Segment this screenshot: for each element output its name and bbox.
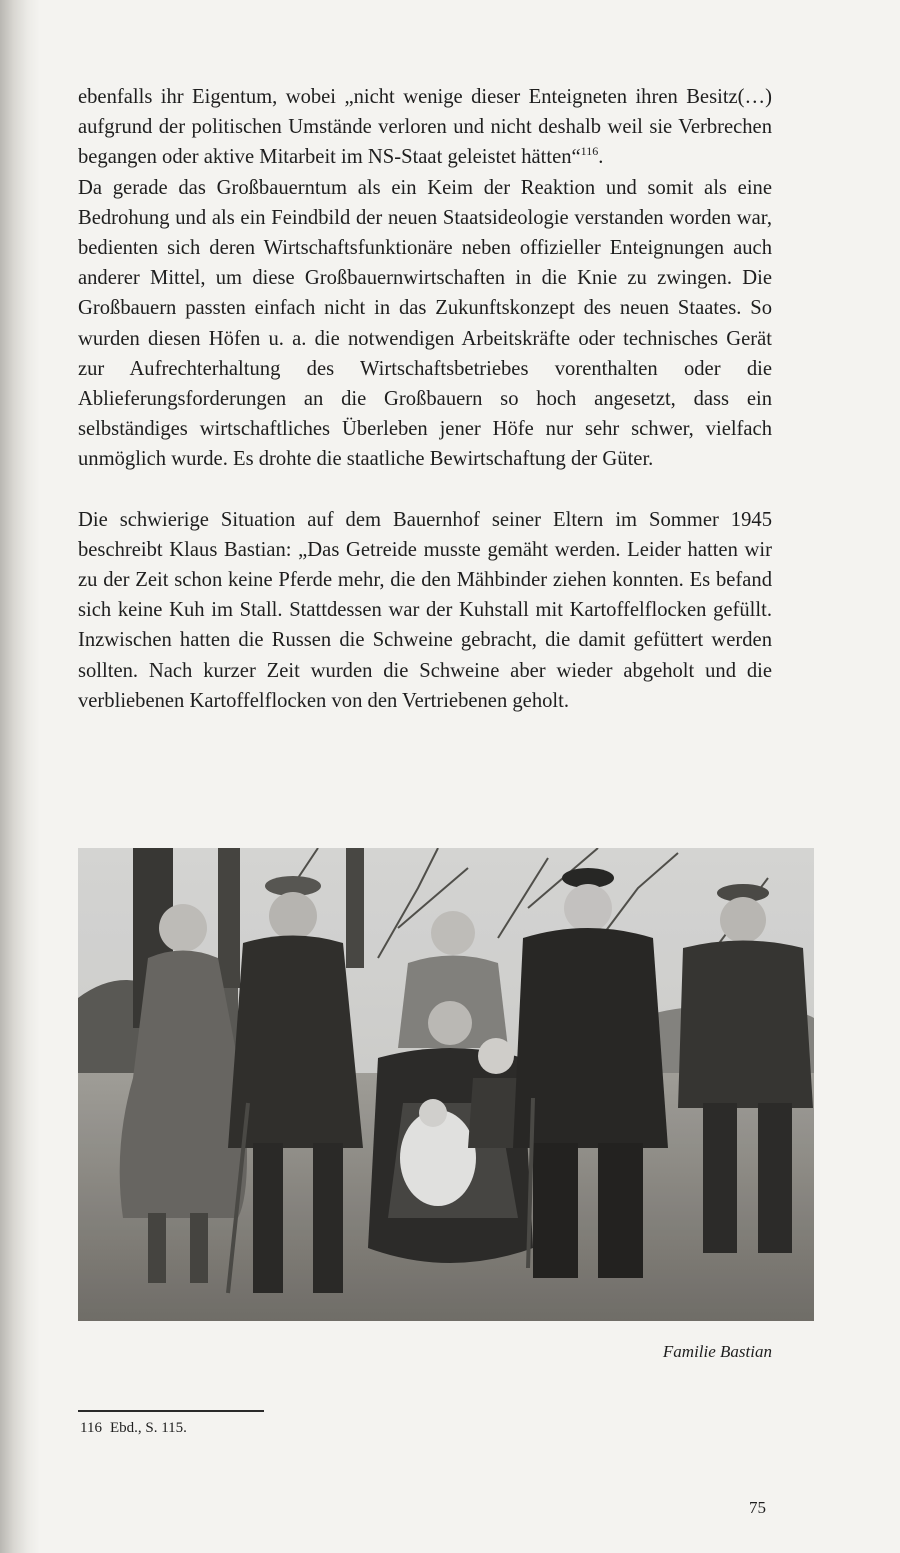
paragraph-2: Da gerade das Großbauerntum als ein Keim der Reaktion und somit als eine Bedrohung und als ein Feindbild der neuen Staatsideologie verstanden worden war, bedienten sich deren Wirtschaftsfunktionäre neben offizieller Enteignungen auch anderer Mittel, um diese Großbauernwirtschaften in die Knie zu zwingen. Die Großbauern passten einfach nicht in das Zukunftskonzept des neuen Staates. So wurden diesen Höfen u. a. die notwendigen Arbeitskräfte oder technisches Gerät zur Aufrechterhaltung des Wirtschaftsbetriebes vorenthalten oder die Ablieferungsforderungen an die Großbauern so hoch angesetzt, dass ein selbständiges wirtschaftliches Überleben jener Höfe nur sehr schwer, vielfach unmöglich wurde. Es drohte die staatliche Bewirtschaftung der Güter. bbox=[78, 176, 772, 471]
page-gutter-shadow bbox=[0, 0, 40, 1553]
page-number: 75 bbox=[749, 1498, 766, 1517]
footnote-rule bbox=[78, 1410, 264, 1412]
footnote-116 bbox=[80, 1420, 187, 1437]
text-column bbox=[78, 82, 772, 716]
footnote-number: 116 bbox=[80, 1420, 102, 1436]
footnote-ref-116[interactable]: 116 bbox=[580, 144, 599, 159]
paragraph-gap bbox=[78, 475, 772, 505]
paragraph-1-end: . bbox=[598, 146, 604, 169]
paragraph-1 bbox=[78, 82, 772, 173]
paragraph-3: Die schwierige Situation auf dem Bauernhof seiner Eltern im Sommer 1945 beschreibt Klaus Bastian: „Das Getreide musste gemäht werden. Leider hatten wir zu der Zeit schon keine Pferde mehr, die den Mähbinder ziehen konnten. Es befand sich keine Kuh im Stall. Stattdessen war der Kuhstall mit Kartoffelflocken gefüllt. Inzwischen hatten die Russen die Schweine gebracht, die damit gefüttert werden sollten. Nach kurzer Zeit wurden die Schweine aber wieder abgeholt und die verbliebenen Kartoffelflocken von den Vertriebenen geholt. bbox=[78, 508, 772, 712]
footnote-text: Ebd., S. 115. bbox=[109, 1420, 187, 1436]
paragraph-1-text: ebenfalls ihr Eigentum, wobei „nicht wenige dieser Enteigneten ihren Besitz(…) aufgrund der politischen Umstände verloren und nicht deshalb weil sie Verbrechen begangen oder aktive Mitarbeit im NS-Staat geleistet hätten“ bbox=[78, 86, 772, 169]
figure-caption: Familie Bastian bbox=[662, 1342, 772, 1361]
family-photo bbox=[78, 848, 814, 1321]
